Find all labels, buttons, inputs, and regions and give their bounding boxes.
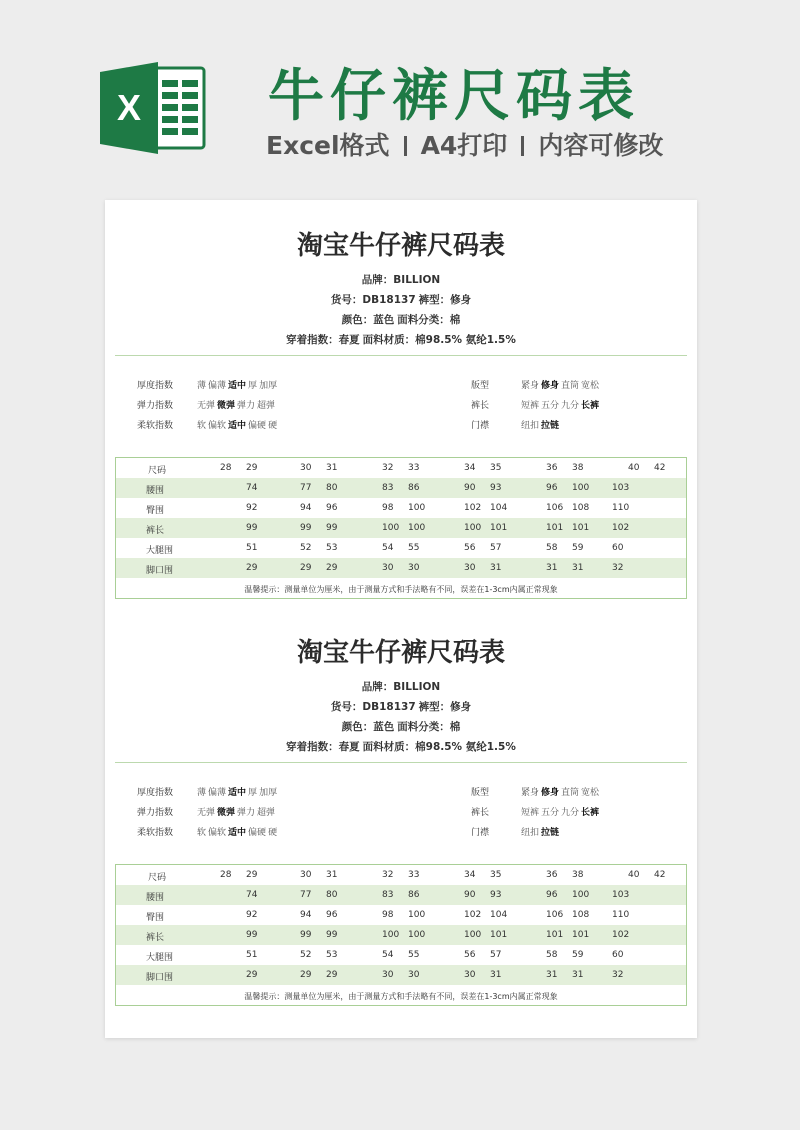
sheet-title: 淘宝牛仔裤尺码表 [296, 231, 505, 261]
size-header-cell: 28 [220, 870, 232, 880]
measurement-cell: 98 [382, 910, 394, 920]
attribute-option: 无弹 [197, 808, 216, 818]
attribute-option: 薄 [197, 381, 207, 391]
measurement-cell: 31 [572, 563, 584, 573]
attribute-option: 硬 [268, 828, 278, 838]
excel-icon [100, 62, 206, 154]
info-line [105, 719, 697, 734]
measurement-cell: 106 [546, 910, 564, 920]
feature-a4: A4打印 [420, 131, 508, 160]
info-field: 裤型：修身 [418, 294, 472, 306]
size-header-cell: 38 [572, 870, 584, 880]
header [0, 0, 800, 200]
table-row [116, 965, 686, 985]
measurement-cell: 100 [408, 523, 426, 533]
measurement-cell: 77 [300, 483, 312, 493]
size-table [115, 457, 687, 599]
separator [404, 136, 407, 156]
attribute-row [137, 805, 277, 818]
row-label: 脚口围 [146, 973, 174, 983]
size-header-cell: 30 [300, 870, 312, 880]
table-row [116, 538, 686, 558]
feature-editable: 内容可修改 [538, 131, 664, 160]
size-header-cell: 29 [246, 463, 258, 473]
measurement-cell: 99 [300, 930, 312, 940]
measurement-cell: 83 [382, 890, 394, 900]
measurement-cell: 93 [490, 483, 502, 493]
attribute-option: 九分 [561, 808, 580, 818]
attribute-option: 修身 [541, 381, 560, 391]
attribute-name: 版型 [471, 381, 490, 391]
measurement-cell: 101 [546, 930, 564, 940]
measurement-cell: 110 [612, 910, 630, 920]
measurement-cell: 74 [246, 890, 258, 900]
size-header-cell: 31 [326, 463, 338, 473]
attribute-option: 硬 [268, 421, 278, 431]
attribute-option: 宽松 [581, 381, 600, 391]
attribute-row [137, 398, 277, 411]
attribute-option: 宽松 [581, 788, 600, 798]
attribute-option: 紧身 [521, 788, 540, 798]
attribute-option: 厚 [248, 788, 258, 798]
info-field: 面料分类：棉 [397, 721, 461, 733]
measurement-cell: 108 [572, 910, 590, 920]
measurement-cell: 96 [546, 890, 558, 900]
attribute-option: 拉链 [541, 828, 560, 838]
attribute-option: 纽扣 [521, 421, 540, 431]
size-table [115, 864, 687, 1006]
measurement-cell: 56 [464, 543, 476, 553]
measurement-cell: 90 [464, 483, 476, 493]
measurement-cell: 30 [464, 970, 476, 980]
attribute-option: 微弹 [217, 401, 236, 411]
measurement-cell: 83 [382, 483, 394, 493]
measurement-cell: 29 [300, 970, 312, 980]
measurement-cell: 51 [246, 543, 258, 553]
sheet-title: 淘宝牛仔裤尺码表 [296, 638, 505, 668]
measurement-cell: 100 [408, 930, 426, 940]
size-header-cell: 28 [220, 463, 232, 473]
measurement-cell: 102 [464, 503, 482, 513]
measurement-cell: 103 [612, 483, 630, 493]
measurement-cell: 101 [490, 930, 508, 940]
size-header-cell: 36 [546, 870, 558, 880]
measurement-cell: 100 [382, 523, 400, 533]
info-line [105, 272, 697, 287]
attribute-option: 超弹 [257, 401, 276, 411]
measurement-cell: 100 [382, 930, 400, 940]
info-field: 穿着指数：春夏 [286, 741, 360, 753]
attribute-option: 长裤 [581, 808, 600, 818]
measurement-cell: 93 [490, 890, 502, 900]
measurement-cell: 100 [408, 910, 426, 920]
attribute-row [471, 378, 601, 391]
measurement-cell: 30 [464, 563, 476, 573]
table-row [116, 498, 686, 518]
attribute-option: 短裤 [521, 401, 540, 411]
measurement-cell: 60 [612, 543, 624, 553]
measurement-cell: 31 [546, 563, 558, 573]
measurement-cell: 29 [246, 563, 258, 573]
separator [521, 136, 524, 156]
measurement-cell: 98 [382, 503, 394, 513]
info-field: 品牌：BILLION [361, 274, 441, 286]
measurement-cell: 100 [572, 483, 590, 493]
measurement-cell: 57 [490, 950, 502, 960]
measurement-cell: 56 [464, 950, 476, 960]
row-label: 臀围 [146, 506, 165, 516]
attribute-row [137, 785, 279, 798]
measurement-cell: 100 [464, 930, 482, 940]
attribute-option: 修身 [541, 788, 560, 798]
info-field: 颜色：蓝色 [341, 314, 395, 326]
attribute-option: 适中 [228, 788, 247, 798]
measurement-cell: 90 [464, 890, 476, 900]
info-field: 货号：DB18137 [330, 294, 416, 306]
attribute-option: 适中 [228, 381, 247, 391]
table-row [116, 518, 686, 538]
info-line [105, 332, 697, 347]
measurement-cell: 103 [612, 890, 630, 900]
size-header-cell: 35 [490, 870, 502, 880]
measurement-cell: 54 [382, 950, 394, 960]
measurement-cell: 58 [546, 950, 558, 960]
attribute-name: 门襟 [471, 421, 490, 431]
attribute-option: 五分 [541, 808, 560, 818]
measurement-cell: 96 [546, 483, 558, 493]
measurement-cell: 99 [326, 523, 338, 533]
attribute-name: 门襟 [471, 828, 490, 838]
table-row [116, 945, 686, 965]
row-label: 大腿围 [146, 546, 174, 556]
size-header-cell: 29 [246, 870, 258, 880]
attribute-row [471, 398, 601, 411]
table-row [116, 885, 686, 905]
row-label: 脚口围 [146, 566, 174, 576]
attribute-option: 短裤 [521, 808, 540, 818]
attribute-name: 裤长 [471, 808, 490, 818]
table-row [116, 925, 686, 945]
size-header-cell: 42 [654, 463, 666, 473]
table-row [116, 478, 686, 498]
measurement-cell: 96 [326, 503, 338, 513]
row-label: 裤长 [146, 933, 165, 943]
info-line [105, 679, 697, 694]
attribute-name: 柔软指数 [137, 421, 174, 431]
attribute-option: 微弹 [217, 808, 236, 818]
measurement-note: 温馨提示：测量单位为厘米，由于测量方式和手法略有不同，误差在1-3cm内属正常现象 [244, 585, 558, 594]
measurement-cell: 58 [546, 543, 558, 553]
info-field: 货号：DB18137 [330, 701, 416, 713]
measurement-cell: 106 [546, 503, 564, 513]
measurement-cell: 102 [612, 930, 630, 940]
attribute-option: 加厚 [259, 788, 278, 798]
measurement-cell: 31 [572, 970, 584, 980]
measurement-cell: 29 [246, 970, 258, 980]
size-header-cell: 34 [464, 870, 476, 880]
measurement-cell: 86 [408, 890, 420, 900]
attribute-option: 九分 [561, 401, 580, 411]
measurement-cell: 99 [300, 523, 312, 533]
table-header-row [116, 458, 686, 478]
table-header-label: 尺码 [148, 873, 167, 883]
size-header-cell: 36 [546, 463, 558, 473]
attribute-name: 厚度指数 [137, 788, 174, 798]
row-label: 腰围 [146, 893, 165, 903]
attribute-option: 偏软 [208, 421, 227, 431]
measurement-cell: 59 [572, 950, 584, 960]
table-header-label: 尺码 [148, 466, 167, 476]
attribute-option: 适中 [228, 421, 247, 431]
attribute-row [471, 785, 601, 798]
size-header-cell: 31 [326, 870, 338, 880]
measurement-cell: 55 [408, 543, 420, 553]
attribute-option: 无弹 [197, 401, 216, 411]
attribute-option: 薄 [197, 788, 207, 798]
measurement-cell: 30 [408, 970, 420, 980]
attribute-option: 五分 [541, 401, 560, 411]
size-header-cell: 34 [464, 463, 476, 473]
feature-excel: Excel格式 [266, 131, 390, 160]
table-header-row [116, 865, 686, 885]
excel-logo-letter: X [116, 87, 142, 128]
attribute-option: 偏硬 [248, 421, 267, 431]
info-field: 穿着指数：春夏 [286, 334, 360, 346]
size-header-cell: 30 [300, 463, 312, 473]
attribute-name: 弹力指数 [137, 808, 174, 818]
measurement-cell: 57 [490, 543, 502, 553]
attribute-name: 弹力指数 [137, 401, 174, 411]
measurement-cell: 53 [326, 950, 338, 960]
attribute-option: 偏薄 [208, 381, 227, 391]
attribute-name: 厚度指数 [137, 381, 174, 391]
measurement-cell: 100 [408, 503, 426, 513]
document-page [105, 200, 697, 1038]
attribute-row [137, 825, 279, 838]
attribute-option: 直筒 [561, 788, 580, 798]
measurement-cell: 94 [300, 503, 312, 513]
attribute-option: 拉链 [541, 421, 560, 431]
size-header-cell: 32 [382, 463, 394, 473]
row-label: 裤长 [146, 526, 165, 536]
attribute-row [471, 825, 561, 838]
info-line [105, 699, 697, 714]
measurement-cell: 31 [546, 970, 558, 980]
measurement-cell: 52 [300, 950, 312, 960]
row-label: 腰围 [146, 486, 165, 496]
info-field: 面料材质：棉98.5% 氨纶1.5% [362, 334, 516, 346]
attribute-option: 弹力 [237, 808, 256, 818]
attribute-option: 适中 [228, 828, 247, 838]
info-line [105, 292, 697, 307]
measurement-cell: 100 [572, 890, 590, 900]
row-label: 大腿围 [146, 953, 174, 963]
measurement-cell: 102 [464, 910, 482, 920]
measurement-cell: 101 [490, 523, 508, 533]
info-field: 品牌：BILLION [361, 681, 441, 693]
size-header-cell: 35 [490, 463, 502, 473]
measurement-cell: 51 [246, 950, 258, 960]
measurement-cell: 108 [572, 503, 590, 513]
measurement-cell: 30 [382, 563, 394, 573]
measurement-cell: 29 [300, 563, 312, 573]
divider [115, 762, 687, 763]
measurement-cell: 101 [546, 523, 564, 533]
attribute-option: 超弹 [257, 808, 276, 818]
attribute-option: 长裤 [581, 401, 600, 411]
measurement-cell: 59 [572, 543, 584, 553]
table-row [116, 905, 686, 925]
size-header-cell: 32 [382, 870, 394, 880]
measurement-cell: 86 [408, 483, 420, 493]
measurement-cell: 29 [326, 563, 338, 573]
measurement-cell: 30 [382, 970, 394, 980]
size-header-cell: 42 [654, 870, 666, 880]
measurement-cell: 96 [326, 910, 338, 920]
measurement-cell: 101 [572, 523, 590, 533]
header-title: 牛仔裤尺码表 [268, 64, 640, 129]
info-field: 面料材质：棉98.5% 氨纶1.5% [362, 741, 516, 753]
measurement-cell: 80 [326, 483, 338, 493]
attribute-option: 直筒 [561, 381, 580, 391]
info-field: 颜色：蓝色 [341, 721, 395, 733]
measurement-cell: 74 [246, 483, 258, 493]
size-header-cell: 40 [628, 463, 640, 473]
info-field: 裤型：修身 [418, 701, 472, 713]
row-label: 臀围 [146, 913, 165, 923]
size-header-cell: 33 [408, 463, 420, 473]
measurement-cell: 94 [300, 910, 312, 920]
measurement-cell: 54 [382, 543, 394, 553]
attribute-option: 软 [197, 421, 207, 431]
size-sheet [105, 632, 697, 1042]
measurement-cell: 30 [408, 563, 420, 573]
measurement-cell: 104 [490, 910, 508, 920]
measurement-cell: 32 [612, 563, 624, 573]
attribute-option: 软 [197, 828, 207, 838]
info-line [105, 739, 697, 754]
info-line [105, 312, 697, 327]
measurement-cell: 80 [326, 890, 338, 900]
attribute-name: 柔软指数 [137, 828, 174, 838]
size-sheet [105, 225, 697, 635]
attribute-option: 偏薄 [208, 788, 227, 798]
measurement-cell: 60 [612, 950, 624, 960]
measurement-cell: 100 [464, 523, 482, 533]
header-features [266, 126, 663, 162]
measurement-cell: 99 [326, 930, 338, 940]
measurement-cell: 77 [300, 890, 312, 900]
attribute-row [471, 805, 601, 818]
measurement-cell: 92 [246, 503, 258, 513]
measurement-cell: 101 [572, 930, 590, 940]
size-header-cell: 38 [572, 463, 584, 473]
measurement-cell: 31 [490, 563, 502, 573]
table-row [116, 558, 686, 578]
attribute-name: 版型 [471, 788, 490, 798]
attribute-name: 裤长 [471, 401, 490, 411]
attribute-option: 紧身 [521, 381, 540, 391]
measurement-cell: 99 [246, 930, 258, 940]
attribute-option: 偏硬 [248, 828, 267, 838]
attribute-row [137, 378, 279, 391]
measurement-cell: 104 [490, 503, 508, 513]
measurement-cell: 52 [300, 543, 312, 553]
measurement-cell: 92 [246, 910, 258, 920]
attribute-row [137, 418, 279, 431]
attribute-option: 弹力 [237, 401, 256, 411]
size-header-cell: 33 [408, 870, 420, 880]
measurement-note: 温馨提示：测量单位为厘米，由于测量方式和手法略有不同，误差在1-3cm内属正常现象 [244, 992, 558, 1001]
measurement-cell: 99 [246, 523, 258, 533]
measurement-cell: 29 [326, 970, 338, 980]
attribute-row [471, 418, 561, 431]
divider [115, 355, 687, 356]
measurement-cell: 102 [612, 523, 630, 533]
measurement-cell: 31 [490, 970, 502, 980]
attribute-option: 纽扣 [521, 828, 540, 838]
measurement-cell: 55 [408, 950, 420, 960]
measurement-cell: 32 [612, 970, 624, 980]
attribute-option: 加厚 [259, 381, 278, 391]
measurement-cell: 53 [326, 543, 338, 553]
info-field: 面料分类：棉 [397, 314, 461, 326]
measurement-cell: 110 [612, 503, 630, 513]
attribute-option: 偏软 [208, 828, 227, 838]
size-header-cell: 40 [628, 870, 640, 880]
attribute-option: 厚 [248, 381, 258, 391]
